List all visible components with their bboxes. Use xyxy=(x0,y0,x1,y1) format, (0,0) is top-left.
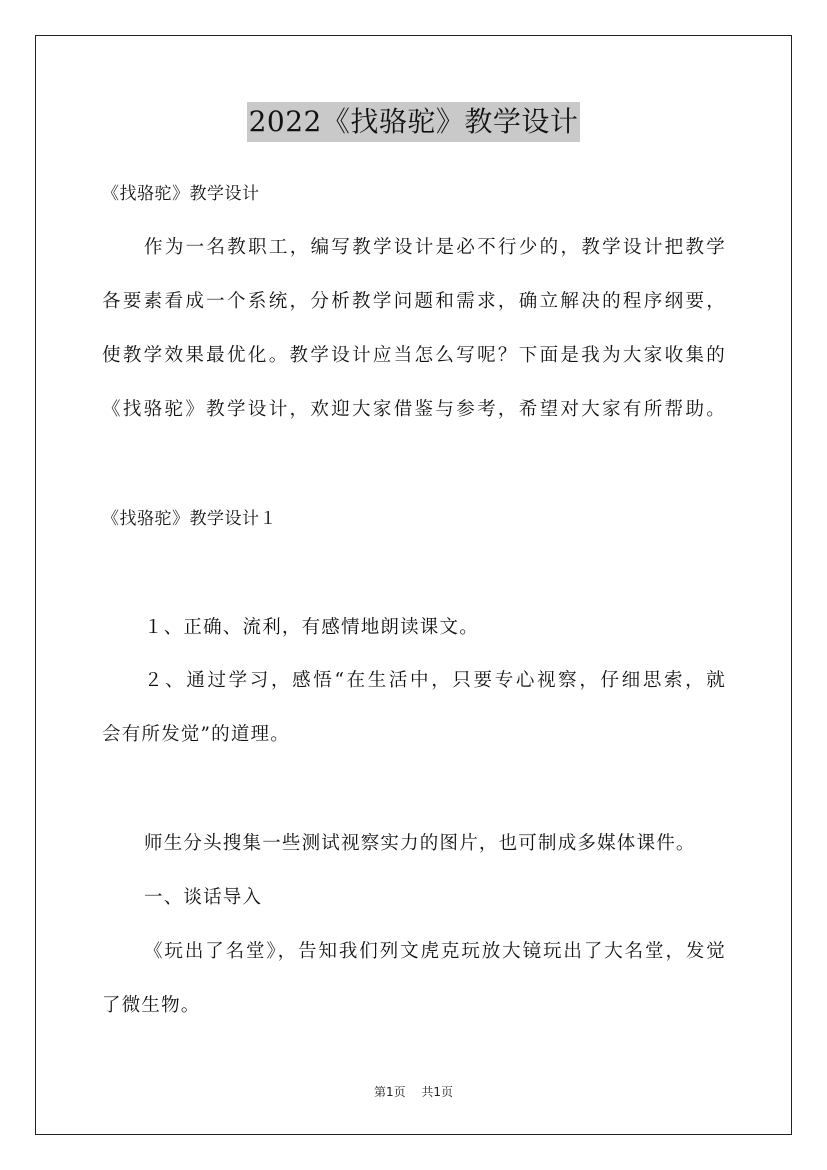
title-block xyxy=(0,102,827,142)
document-title: 2022《找骆驼》教学设计 xyxy=(247,102,581,142)
objective-item: ２、通过学习，感悟“在生活中，只要专心视察，仔细思索，就 xyxy=(144,670,726,691)
paragraph-line: 作为一名教职工，编写教学设计是必不行少的，教学设计把教学 xyxy=(144,237,726,258)
paragraph-line: 《玩出了名堂》，告知我们列文虎克玩放大镜玩出了大名堂，发觉 xyxy=(144,941,726,962)
page-number: 第1页 xyxy=(373,1085,406,1099)
section-heading: 《找骆驼》教学设计１ xyxy=(102,509,277,529)
paragraph-line: 《找骆驼》教学设计，欢迎大家借鉴与参考，希望对大家有所帮助。 xyxy=(102,399,726,420)
page-footer xyxy=(0,1083,827,1100)
intro-heading: 《找骆驼》教学设计 xyxy=(102,184,260,204)
paragraph-line: 了微生物。 xyxy=(102,995,201,1016)
step-heading: 一、谈话导入 xyxy=(144,887,263,908)
preparation-line: 师生分头搜集一些测试视察实力的图片，也可制成多媒体课件。 xyxy=(144,833,696,854)
page-total: 共1页 xyxy=(421,1085,454,1099)
paragraph-line: 各要素看成一个系统，分析教学问题和需求，确立解决的程序纲要， xyxy=(102,291,726,312)
paragraph-line: 使教学效果最优化。教学设计应当怎么写呢？下面是我为大家收集的 xyxy=(102,345,726,366)
objective-item: １、正确、流利，有感情地朗读课文。 xyxy=(144,617,479,638)
paragraph-line: 会有所发觉”的道理。 xyxy=(102,724,290,745)
